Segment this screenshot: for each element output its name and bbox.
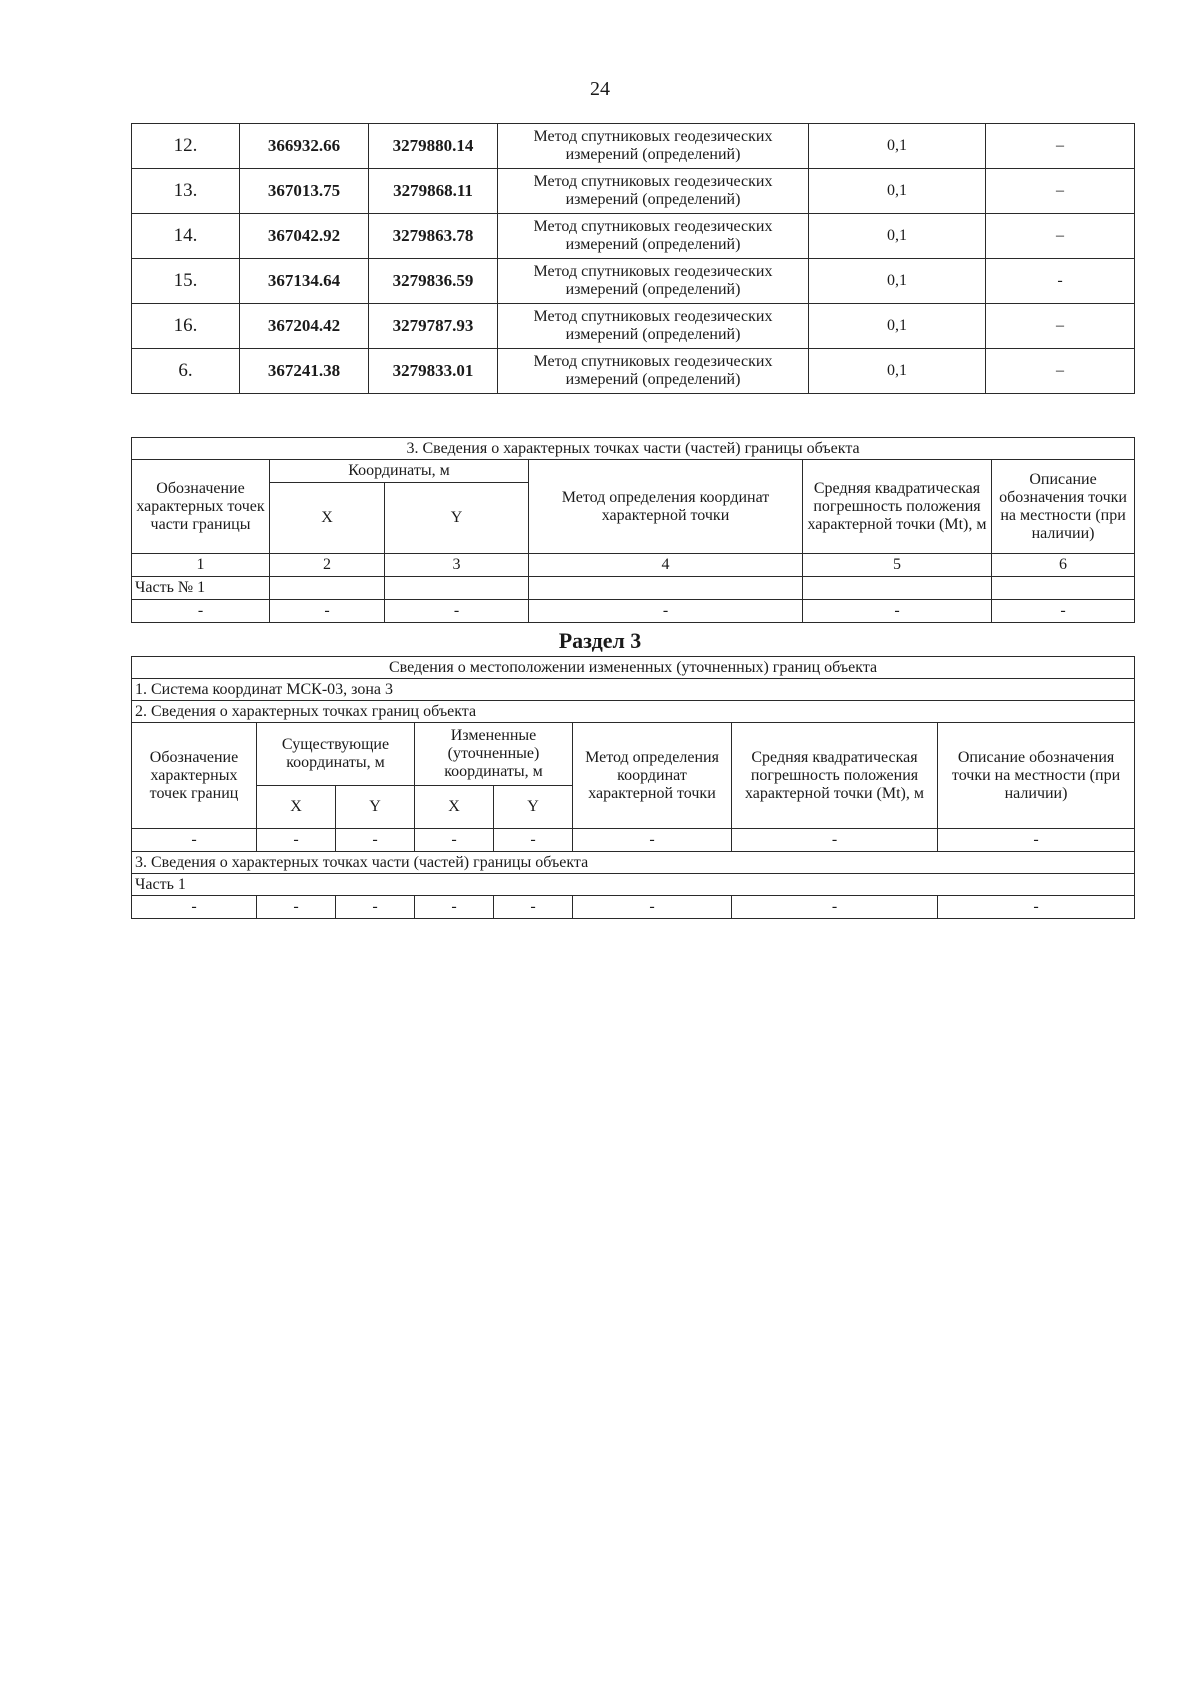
boundary-points-table bbox=[131, 123, 1135, 394]
coord-y: 3279880.14 bbox=[369, 124, 498, 169]
point-number: 13. bbox=[132, 169, 240, 214]
part-label: Часть 1 bbox=[132, 874, 1135, 896]
coord-y: 3279863.78 bbox=[369, 214, 498, 259]
coord-y: 3279868.11 bbox=[369, 169, 498, 214]
parts-title: 3. Сведения о характерных точках части (частей) границы объекта bbox=[132, 852, 1135, 874]
col-index: 6 bbox=[992, 554, 1135, 577]
table-row bbox=[132, 259, 1135, 304]
coord-y: 3279787.93 bbox=[369, 304, 498, 349]
mt-cell: 0,1 bbox=[809, 259, 986, 304]
col-mt: Средняя квадратическая погрешность положения характерной точки (Mt), м bbox=[803, 460, 992, 554]
empty-cell: - bbox=[573, 896, 732, 919]
mt-cell: 0,1 bbox=[809, 169, 986, 214]
empty-cell: - bbox=[938, 829, 1135, 852]
empty-cell: - bbox=[529, 600, 803, 623]
method-cell: Метод спутниковых геодезических измерений (определений) bbox=[498, 124, 809, 169]
empty-cell: - bbox=[336, 896, 415, 919]
part-label: Часть № 1 bbox=[132, 577, 270, 600]
col-changed: Измененные (уточненные) координаты, м bbox=[415, 723, 573, 786]
col-index: 5 bbox=[803, 554, 992, 577]
table-row bbox=[132, 214, 1135, 259]
coord-y: 3279836.59 bbox=[369, 259, 498, 304]
empty-cell: - bbox=[938, 896, 1135, 919]
section-heading: Раздел 3 bbox=[558, 628, 642, 653]
col-mt: Средняя квадратическая погрешность положения характерной точки (Mt), м bbox=[732, 723, 938, 829]
table-row bbox=[132, 124, 1135, 169]
col-desc: Описание обозначения точки на местности (при наличии) bbox=[938, 723, 1135, 829]
coord-x: 367013.75 bbox=[240, 169, 369, 214]
desc-cell: – bbox=[986, 304, 1135, 349]
table-row bbox=[132, 349, 1135, 394]
part-points-title: 3. Сведения о характерных точках части (частей) границы объекта bbox=[132, 438, 1135, 460]
empty-cell: - bbox=[992, 600, 1135, 623]
empty-cell: - bbox=[494, 829, 573, 852]
col-x: X bbox=[257, 786, 336, 829]
empty-cell: - bbox=[732, 829, 938, 852]
desc-cell: – bbox=[986, 169, 1135, 214]
coord-x: 367042.92 bbox=[240, 214, 369, 259]
empty-cell: - bbox=[573, 829, 732, 852]
col-designation: Обозначение характерных точек границ bbox=[132, 723, 257, 829]
coord-x: 367134.64 bbox=[240, 259, 369, 304]
col-y: Y bbox=[336, 786, 415, 829]
col-index: 1 bbox=[132, 554, 270, 577]
col-existing: Существующие координаты, м bbox=[257, 723, 415, 786]
desc-cell: – bbox=[986, 349, 1135, 394]
method-cell: Метод спутниковых геодезических измерений (определений) bbox=[498, 214, 809, 259]
col-method: Метод определения координат характерной точки bbox=[529, 460, 803, 554]
desc-cell: - bbox=[986, 259, 1135, 304]
point-number: 14. bbox=[132, 214, 240, 259]
col-coords: Координаты, м bbox=[270, 460, 529, 483]
empty-cell: - bbox=[494, 896, 573, 919]
empty-cell: - bbox=[336, 829, 415, 852]
coord-y: 3279833.01 bbox=[369, 349, 498, 394]
point-number: 12. bbox=[132, 124, 240, 169]
col-index: 4 bbox=[529, 554, 803, 577]
point-number: 16. bbox=[132, 304, 240, 349]
point-number: 6. bbox=[132, 349, 240, 394]
empty-cell: - bbox=[385, 600, 529, 623]
method-cell: Метод спутниковых геодезических измерений (определений) bbox=[498, 349, 809, 394]
points-title: 2. Сведения о характерных точках границ объекта bbox=[132, 701, 1135, 723]
method-cell: Метод спутниковых геодезических измерений (определений) bbox=[498, 169, 809, 214]
empty-cell: - bbox=[803, 600, 992, 623]
empty-cell: - bbox=[270, 600, 385, 623]
mt-cell: 0,1 bbox=[809, 349, 986, 394]
table-row bbox=[132, 304, 1135, 349]
col-y: Y bbox=[494, 786, 573, 829]
coord-x: 367241.38 bbox=[240, 349, 369, 394]
changed-boundaries-table bbox=[131, 656, 1135, 919]
method-cell: Метод спутниковых геодезических измерений (определений) bbox=[498, 304, 809, 349]
coord-x: 366932.66 bbox=[240, 124, 369, 169]
col-desc: Описание обозначения точки на местности (при наличии) bbox=[992, 460, 1135, 554]
col-x: X bbox=[270, 483, 385, 554]
point-number: 15. bbox=[132, 259, 240, 304]
empty-cell: - bbox=[415, 829, 494, 852]
col-y: Y bbox=[385, 483, 529, 554]
coordinate-system: 1. Система координат МСК-03, зона 3 bbox=[132, 679, 1135, 701]
col-index: 3 bbox=[385, 554, 529, 577]
mt-cell: 0,1 bbox=[809, 124, 986, 169]
empty-cell: - bbox=[415, 896, 494, 919]
col-x: X bbox=[415, 786, 494, 829]
empty-cell: - bbox=[132, 829, 257, 852]
page-number: 24 bbox=[590, 78, 610, 100]
desc-cell: – bbox=[986, 124, 1135, 169]
empty-cell: - bbox=[257, 829, 336, 852]
table-row bbox=[132, 169, 1135, 214]
method-cell: Метод спутниковых геодезических измерений (определений) bbox=[498, 259, 809, 304]
col-method: Метод определения координат характерной точки bbox=[573, 723, 732, 829]
mt-cell: 0,1 bbox=[809, 304, 986, 349]
mt-cell: 0,1 bbox=[809, 214, 986, 259]
col-designation: Обозначение характерных точек части границы bbox=[132, 460, 270, 554]
part-points-table bbox=[131, 437, 1135, 623]
coord-x: 367204.42 bbox=[240, 304, 369, 349]
section3-title: Сведения о местоположении измененных (уточненных) границ объекта bbox=[132, 657, 1135, 679]
empty-cell: - bbox=[132, 896, 257, 919]
desc-cell: – bbox=[986, 214, 1135, 259]
empty-cell: - bbox=[732, 896, 938, 919]
empty-cell: - bbox=[132, 600, 270, 623]
col-index: 2 bbox=[270, 554, 385, 577]
empty-cell: - bbox=[257, 896, 336, 919]
